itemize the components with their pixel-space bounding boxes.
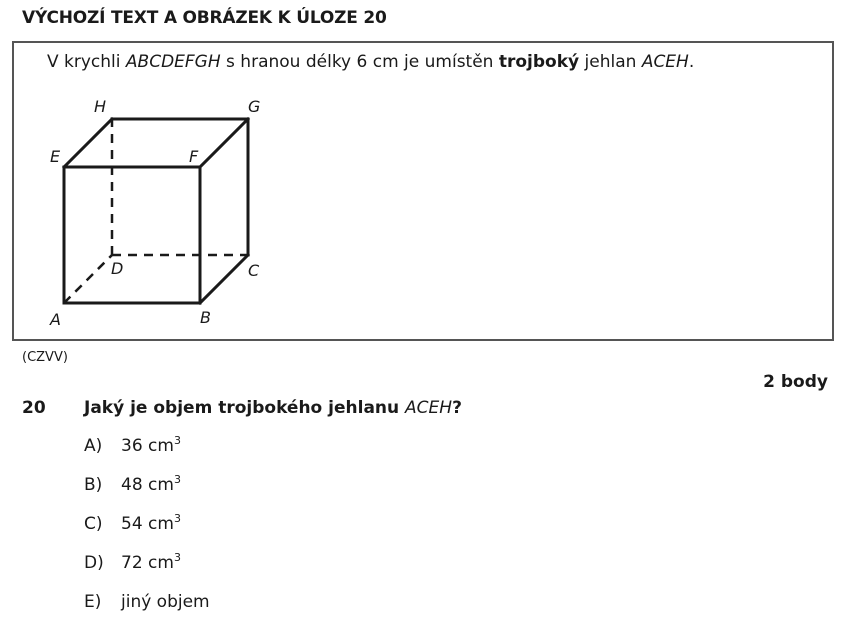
vertex-label-g: G bbox=[248, 97, 261, 116]
option-letter: A) bbox=[84, 436, 103, 456]
vertex-label-f: F bbox=[189, 147, 199, 166]
option-value: 36 cm bbox=[121, 436, 174, 456]
option-c[interactable] bbox=[84, 514, 181, 534]
option-letter: B) bbox=[84, 475, 103, 495]
option-exponent: 3 bbox=[173, 551, 181, 564]
question-pyramid-name: ACEH bbox=[405, 398, 453, 418]
option-d[interactable] bbox=[84, 553, 181, 573]
question-text bbox=[84, 398, 462, 418]
vertex-label-e: E bbox=[50, 147, 61, 166]
source-note: (CZVV) bbox=[22, 350, 68, 365]
intro-pyramid-name: ACEH bbox=[641, 52, 689, 72]
option-letter: D) bbox=[84, 553, 104, 573]
option-a[interactable] bbox=[84, 436, 181, 456]
question-number: 20 bbox=[22, 398, 46, 418]
option-value: 72 cm bbox=[121, 553, 174, 573]
vertex-label-b: B bbox=[200, 308, 211, 327]
question-pre: Jaký je objem trojbokého jehlanu bbox=[84, 398, 406, 418]
option-exponent: 3 bbox=[173, 434, 181, 447]
section-heading: VÝCHOZÍ TEXT A OBRÁZEK K ÚLOZE 20 bbox=[22, 8, 387, 28]
question-end: ? bbox=[452, 398, 462, 418]
intro-pre: V krychli bbox=[47, 52, 126, 72]
points-label: 2 body bbox=[763, 372, 828, 392]
edge-eh bbox=[64, 119, 112, 167]
source-box bbox=[12, 41, 834, 341]
vertex-label-h: H bbox=[94, 97, 107, 116]
option-exponent: 3 bbox=[173, 512, 181, 525]
option-letter: E) bbox=[84, 592, 102, 612]
intro-post: jehlan bbox=[579, 52, 642, 72]
vertex-label-a: A bbox=[50, 310, 61, 329]
option-value: 54 cm bbox=[121, 514, 174, 534]
option-b[interactable] bbox=[84, 475, 181, 495]
vertex-label-d: D bbox=[111, 259, 124, 278]
edge-gf bbox=[200, 119, 248, 167]
option-value: 48 cm bbox=[121, 475, 174, 495]
edge-cb bbox=[200, 255, 248, 303]
intro-bold-word: trojboký bbox=[498, 52, 580, 72]
option-value: jiný objem bbox=[121, 592, 210, 612]
option-e[interactable] bbox=[84, 592, 210, 612]
option-letter: C) bbox=[84, 514, 103, 534]
edge-ad-hidden bbox=[64, 255, 112, 303]
intro-end: . bbox=[688, 52, 695, 72]
intro-cube-name: ABCDEFGH bbox=[125, 52, 221, 72]
vertex-label-c: C bbox=[248, 261, 260, 280]
cube-figure bbox=[14, 43, 314, 339]
option-exponent: 3 bbox=[173, 473, 181, 486]
intro-mid: s hranou délky 6 cm je umístěn bbox=[220, 52, 499, 72]
